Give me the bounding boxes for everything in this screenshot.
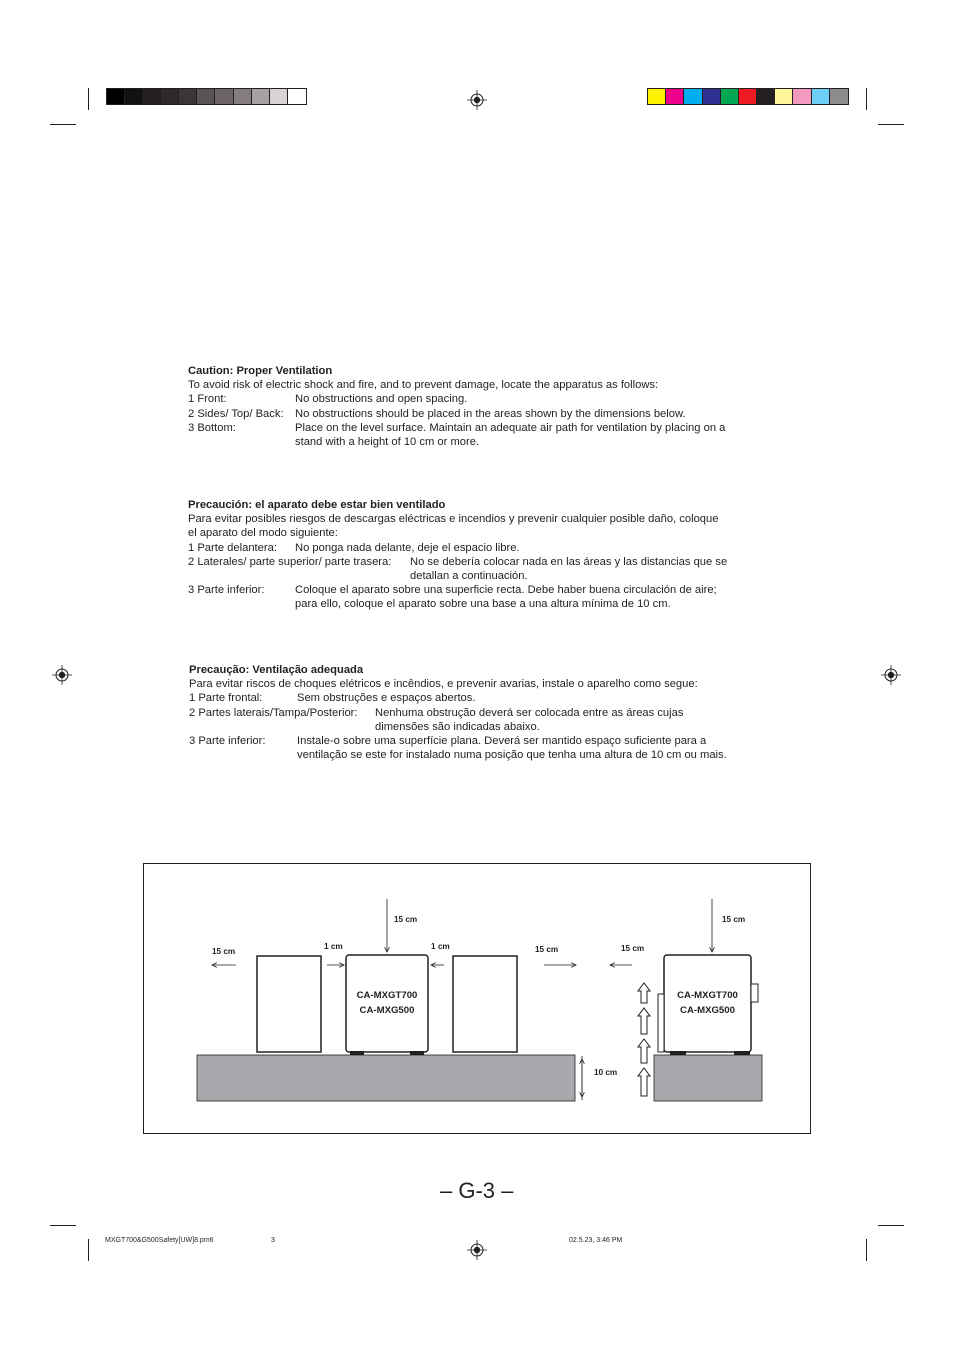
english-section: [188, 364, 768, 449]
item-label: 1 Parte delantera:: [188, 541, 277, 554]
calibration-swatch: [739, 89, 757, 104]
grayscale-calibration-bar: [106, 88, 307, 105]
stand-shelf: [197, 1055, 575, 1101]
item-text: detallan a continuación.: [410, 569, 528, 582]
color-calibration-bar: [647, 88, 849, 105]
list-item: [188, 555, 768, 569]
item-text: ventilação se este for instalado numa posição que tenha uma altura de 10 cm ou mais.: [297, 749, 727, 762]
item-text: Coloque el aparato sobre una superficie recta. Debe haber buena circulación de aire;: [295, 584, 717, 597]
calibration-swatch: [179, 89, 197, 104]
item-text: stand with a height of 10 cm or more.: [295, 435, 480, 448]
calibration-swatch: [234, 89, 252, 104]
list-item: [188, 392, 768, 406]
calibration-swatch: [793, 89, 811, 104]
calibration-swatch: [125, 89, 143, 104]
list-item-continuation: [189, 720, 779, 734]
calibration-swatch: [288, 89, 306, 104]
page-number: – G-3 –: [440, 1178, 514, 1203]
calibration-swatch: [161, 89, 179, 104]
item-label: 3 Parte inferior:: [188, 584, 265, 597]
item-text: Place on the level surface. Maintain an adequate air path for ventilation by placing on a: [295, 421, 726, 434]
list-item: [188, 407, 768, 421]
item-text: Nenhuma obstrução deverá ser colocada entre as áreas cujas: [375, 706, 684, 719]
section-title: Precaución: el aparato debe estar bien ventilado: [188, 499, 446, 511]
left-gap-label: 1 cm: [324, 942, 343, 951]
left-speaker: [257, 956, 321, 1052]
airflow-arrow-icon: [638, 983, 650, 1096]
footer-timestamp: 02.5.23, 3:46 PM: [569, 1237, 623, 1244]
calibration-swatch: [143, 89, 161, 104]
item-text: No obstructions and open spacing.: [295, 393, 468, 406]
registration-mark-icon: [467, 90, 487, 110]
item-text: dimensões são indicadas abaixo.: [375, 720, 540, 733]
registration-mark-icon: [467, 1240, 487, 1260]
item-label: 2 Laterales/ parte superior/ parte trasera:: [188, 555, 392, 568]
model-label: [346, 988, 428, 1018]
section-intro: el aparato del modo siguiente:: [188, 527, 338, 540]
ventilation-diagram: [143, 863, 811, 1134]
footer-filename: MXGT700&G500Safety[UW]8.pm6: [105, 1237, 214, 1244]
calibration-swatch: [648, 89, 666, 104]
portuguese-section: [189, 663, 779, 762]
item-label: 3 Parte inferior:: [189, 734, 266, 747]
item-text: No obstructions should be placed in the areas shown by the dimensions below.: [295, 407, 686, 420]
item-label: 3 Bottom:: [188, 421, 236, 434]
calibration-swatch: [721, 89, 739, 104]
calibration-swatch: [252, 89, 270, 104]
section-title: Precaução: Ventilação adequada: [189, 664, 364, 676]
calibration-swatch: [684, 89, 702, 104]
item-text: Instale-o sobre uma superfície plana. Deverá ser mantido espaço suficiente para a: [297, 734, 707, 747]
calibration-swatch: [703, 89, 721, 104]
item-text: No se debería colocar nada en las áreas y las distancias que se: [410, 555, 728, 568]
calibration-swatch: [812, 89, 830, 104]
item-text: Sem obstruções e espaços abertos.: [297, 692, 476, 705]
list-item: [189, 734, 779, 748]
list-item-continuation: [188, 597, 768, 611]
item-label: 1 Parte frontal:: [189, 692, 263, 705]
calibration-swatch: [270, 89, 288, 104]
section-intro: Para evitar riscos de choques elétricos e incêndios, e prevenir avarias, instale o aparelho como segue:: [189, 678, 698, 691]
list-item-continuation: [188, 569, 768, 583]
list-item: [188, 421, 768, 435]
calibration-swatch: [666, 89, 684, 104]
registration-mark-icon: [52, 665, 72, 685]
section-title: Caution: Proper Ventilation: [188, 365, 333, 377]
side-stand: [654, 1055, 762, 1101]
item-text: No ponga nada delante, deje el espacio libre.: [295, 541, 520, 554]
top-clearance-label: 15 cm: [394, 915, 418, 924]
list-item: [189, 706, 779, 720]
side-model-label: [664, 988, 751, 1018]
spanish-section: [188, 498, 768, 612]
list-item-continuation: [189, 748, 779, 762]
section-intro: Para evitar posibles riesgos de descargas eléctricas e incendios y prevenir cualquier posible daño, coloque: [188, 513, 719, 526]
calibration-swatch: [757, 89, 775, 104]
side-top-clearance-label: 15 cm: [722, 915, 746, 924]
back-clearance-label: 15 cm: [621, 944, 645, 953]
right-gap-label: 1 cm: [431, 942, 450, 951]
section-intro: To avoid risk of electric shock and fire, and to prevent damage, locate the apparatus as follows:: [188, 379, 659, 392]
right-clearance-label: 15 cm: [535, 945, 559, 954]
model-name: CA-MXGT700: [356, 990, 418, 1001]
stand-height-label: 10 cm: [594, 1068, 618, 1077]
calibration-swatch: [197, 89, 215, 104]
item-label: 2 Partes laterais/Tampa/Posterior:: [189, 706, 358, 719]
registration-mark-icon: [881, 665, 901, 685]
left-clearance-label: 15 cm: [212, 947, 236, 956]
calibration-swatch: [107, 89, 125, 104]
model-name: CA-MXG500: [680, 1005, 735, 1016]
calibration-swatch: [830, 89, 848, 104]
footer-page: 3: [271, 1237, 275, 1244]
item-text: para ello, coloque el aparato sobre una base a una altura mínima de 10 cm.: [295, 598, 671, 611]
list-item-continuation: [188, 435, 768, 449]
list-item: [188, 541, 768, 555]
model-name: CA-MXG500: [359, 1005, 415, 1016]
right-speaker: [453, 956, 517, 1052]
item-label: 1 Front:: [188, 393, 227, 406]
calibration-swatch: [775, 89, 793, 104]
item-label: 2 Sides/ Top/ Back:: [188, 407, 284, 420]
calibration-swatch: [215, 89, 233, 104]
list-item: [188, 583, 768, 597]
model-name: CA-MXGT700: [677, 990, 738, 1001]
list-item: [189, 691, 779, 705]
